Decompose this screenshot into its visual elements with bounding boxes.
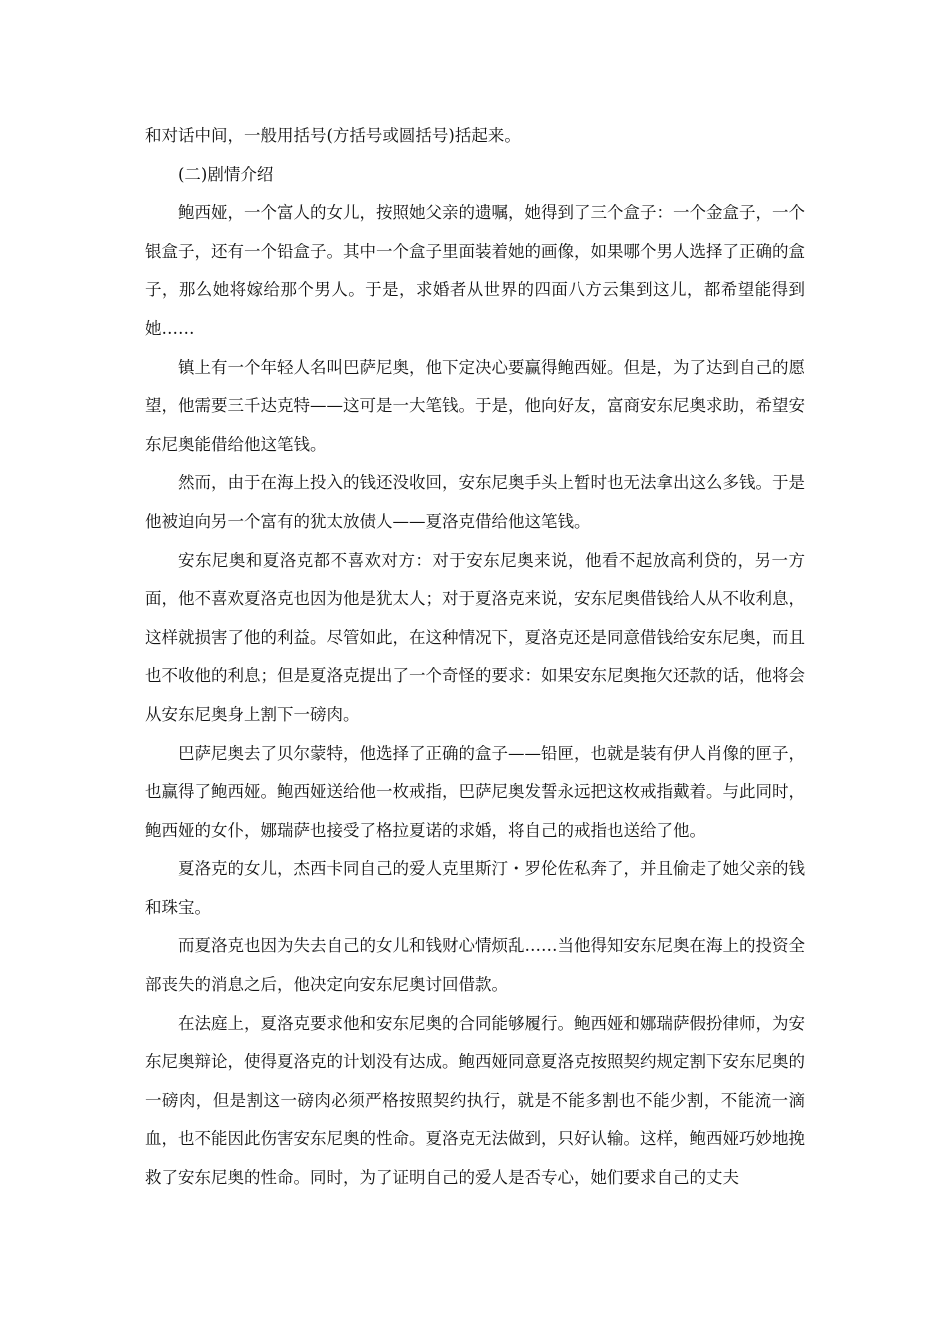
paragraph: 然而，由于在海上投入的钱还没收回，安东尼奥手头上暂时也无法拿出这么多钱。于是他被迫向另一个富有的犹太放债人——夏洛克借给他这笔钱。 [145,473,805,531]
document-body [145,117,805,1198]
paragraph: 夏洛克的女儿，杰西卡同自己的爱人克里斯汀・罗伦佐私奔了，并且偷走了她父亲的钱和珠宝。 [145,859,805,917]
paragraph: 而夏洛克也因为失去自己的女儿和钱财心情烦乱……当他得知安东尼奥在海上的投资全部丧失的消息之后，他决定向安东尼奥讨回借款。 [145,936,805,995]
paragraph: 安东尼奥和夏洛克都不喜欢对方：对于安东尼奥来说，他看不起放高利贷的，另一方面，他不喜欢夏洛克也因为他是犹太人；对于夏洛克来说，安东尼奥借钱给人从不收利息，这样就损害了他的利益。尽管如此，在这种情况下，夏洛克还是同意借钱给安东尼奥，而且也不收他的利息；但是夏洛克提出了一个奇怪的要求：如果安东尼奥拖欠还款的话，他将会从安东尼奥身上割下一磅肉。 [145,550,805,724]
paragraph: 巴萨尼奥去了贝尔蒙特，他选择了正确的盒子——铅匣，也就是装有伊人肖像的匣子，也赢得了鲍西娅。鲍西娅送给他一枚戒指，巴萨尼奥发誓永远把这枚戒指戴着。与此同时，鲍西娅的女仆，娜瑞萨也接受了格拉夏诺的求婚，将自己的戒指也送给了他。 [145,743,805,840]
paragraph: 鲍西娅，一个富人的女儿，按照她父亲的遗嘱，她得到了三个盒子：一个金盒子，一个银盒子，还有一个铅盒子。其中一个盒子里面装着她的画像，如果哪个男人选择了正确的盒子，那么她将嫁给那个男人。于是，求婚者从世界的四面八方云集到这儿，都希望能得到她…… [145,203,805,338]
paragraph-continuation: 和对话中间，一般用括号(方括号或圆括号)括起来。 [145,126,521,145]
paragraph: 在法庭上，夏洛克要求他和安东尼奥的合同能够履行。鲍西娅和娜瑞萨假扮律师，为安东尼奥辩论，使得夏洛克的计划没有达成。鲍西娅同意夏洛克按照契约规定割下安东尼奥的一磅肉，但是割这一磅肉必须严格按照契约执行，就是不能多割也不能少割，不能流一滴血，也不能因此伤害安东尼奥的性命。夏洛克无法做到，只好认输。这样，鲍西娅巧妙地挽救了安东尼奥的性命。同时，为了证明自己的爱人是否专心，她们要求自己的丈夫 [145,1013,805,1188]
section-heading-plot-intro: (二)剧情介绍 [178,164,274,184]
paragraph: 镇上有一个年轻人名叫巴萨尼奥，他下定决心要赢得鲍西娅。但是，为了达到自己的愿望，他需要三千达克特——这可是一大笔钱。于是，他向好友，富商安东尼奥求助，希望安东尼奥能借给他这笔钱。 [145,357,805,454]
